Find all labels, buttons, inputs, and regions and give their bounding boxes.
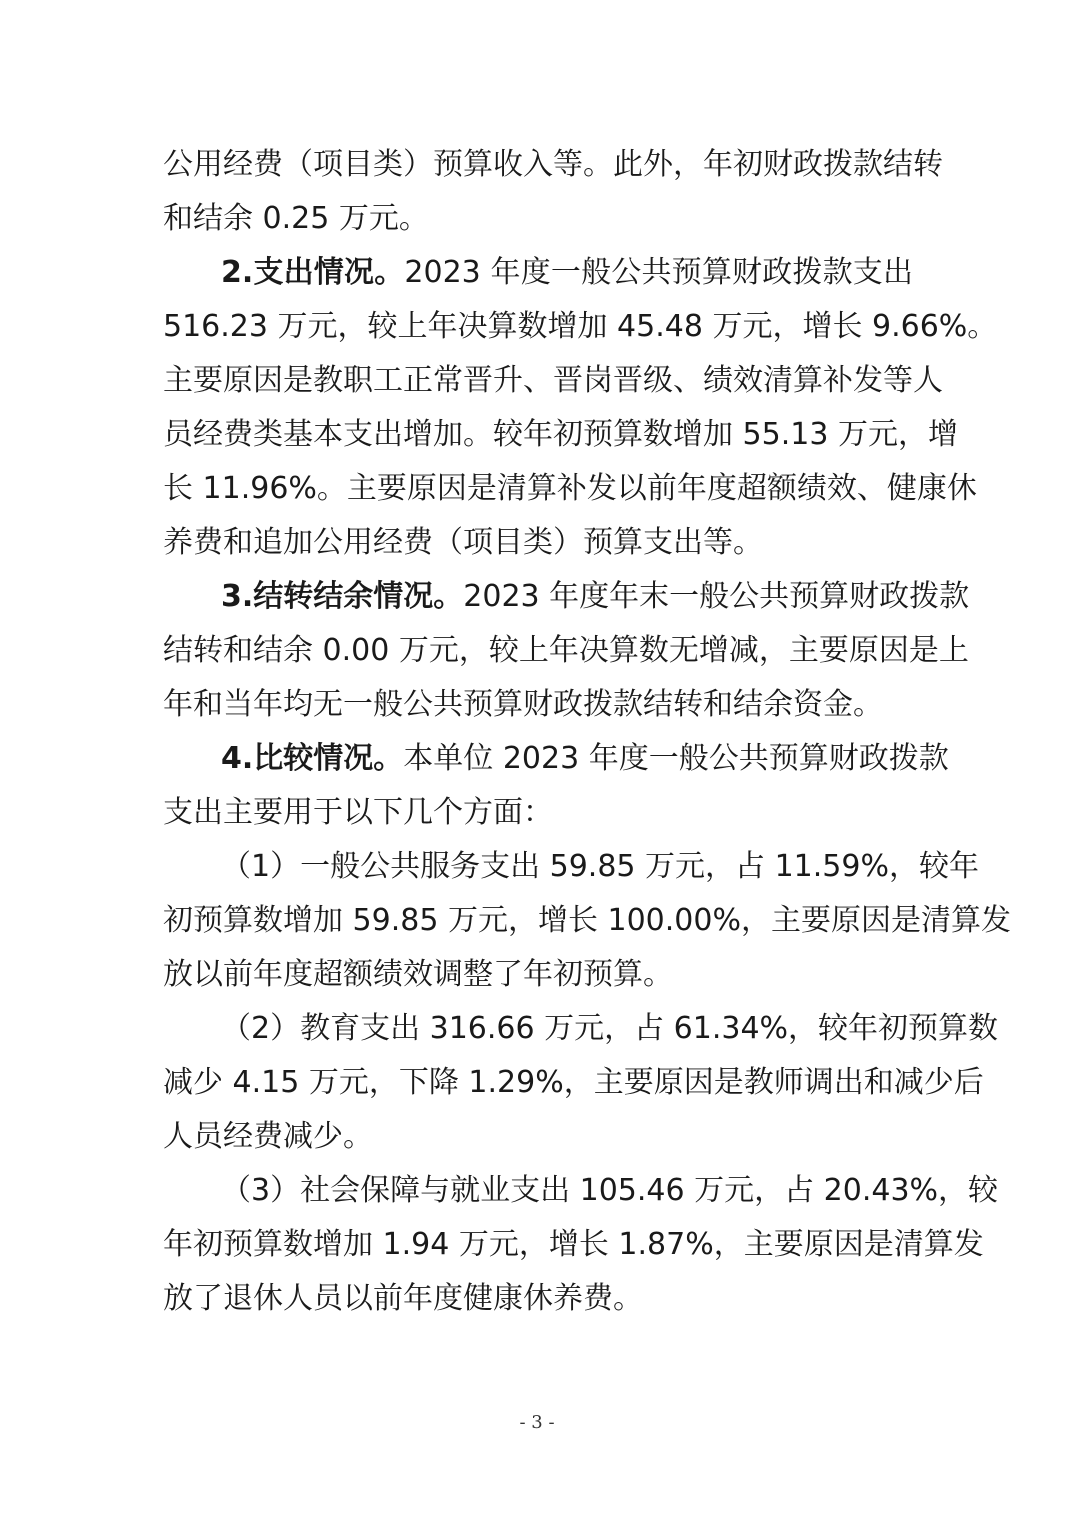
paragraph-expenditure bbox=[163, 246, 913, 300]
list-item-education: （2）教育支出 316.66 万元，占 61.34%，较年初预算数 bbox=[221, 1011, 999, 1046]
text-line: 年初预算数增加 1.94 万元，增长 1.87%，主要原因是清算发 bbox=[163, 1227, 984, 1262]
text-line: 516.23 万元，较上年决算数增加 45.48 万元，增长 9.66%。 bbox=[163, 309, 998, 344]
text-line: 本单位 2023 年度一般公共预算财政拨款 bbox=[403, 741, 949, 776]
page-number: - 3 - bbox=[519, 1412, 555, 1433]
list-item-social-security: （3）社会保障与就业支出 105.46 万元，占 20.43%，较 bbox=[221, 1173, 999, 1208]
text-line: 2023 年度年末一般公共预算财政拨款 bbox=[463, 579, 970, 614]
text-line: 结转和结余 0.00 万元，较上年决算数无增减，主要原因是上 bbox=[163, 633, 969, 668]
section-heading-expenditure: 2.支出情况。 bbox=[221, 255, 405, 290]
body-text bbox=[163, 138, 1011, 1326]
text-line: 年和当年均无一般公共预算财政拨款结转和结余资金。 bbox=[163, 687, 883, 722]
text-line: 支出主要用于以下几个方面： bbox=[163, 795, 553, 830]
paragraph-comparison bbox=[163, 732, 949, 786]
text-line: 和结余 0.25 万元。 bbox=[163, 201, 429, 236]
text-line: 初预算数增加 59.85 万元，增长 100.00%，主要原因是清算发 bbox=[163, 903, 1011, 938]
section-heading-carryover: 3.结转结余情况。 bbox=[221, 579, 464, 614]
text-line: 长 11.96%。主要原因是清算补发以前年度超额绩效、健康休 bbox=[163, 471, 977, 506]
text-line: 2023 年度一般公共预算财政拨款支出 bbox=[404, 255, 913, 290]
section-heading-comparison: 4.比较情况。 bbox=[221, 741, 404, 776]
text-line: 员经费类基本支出增加。较年初预算数增加 55.13 万元，增 bbox=[163, 417, 958, 452]
paragraph-carryover bbox=[163, 570, 970, 624]
text-line: 公用经费（项目类）预算收入等。此外，年初财政拨款结转 bbox=[163, 147, 943, 182]
text-line: 主要原因是教职工正常晋升、晋岗晋级、绩效清算补发等人 bbox=[163, 363, 943, 398]
text-line: 人员经费减少。 bbox=[163, 1119, 373, 1154]
text-line: 减少 4.15 万元，下降 1.29%，主要原因是教师调出和减少后 bbox=[163, 1065, 984, 1100]
list-item-general-services: （1）一般公共服务支出 59.85 万元，占 11.59%，较年 bbox=[221, 849, 979, 884]
text-line: 放了退休人员以前年度健康休养费。 bbox=[163, 1281, 643, 1316]
text-line: 放以前年度超额绩效调整了年初预算。 bbox=[163, 957, 673, 992]
text-line: 养费和追加公用经费（项目类）预算支出等。 bbox=[163, 525, 763, 560]
